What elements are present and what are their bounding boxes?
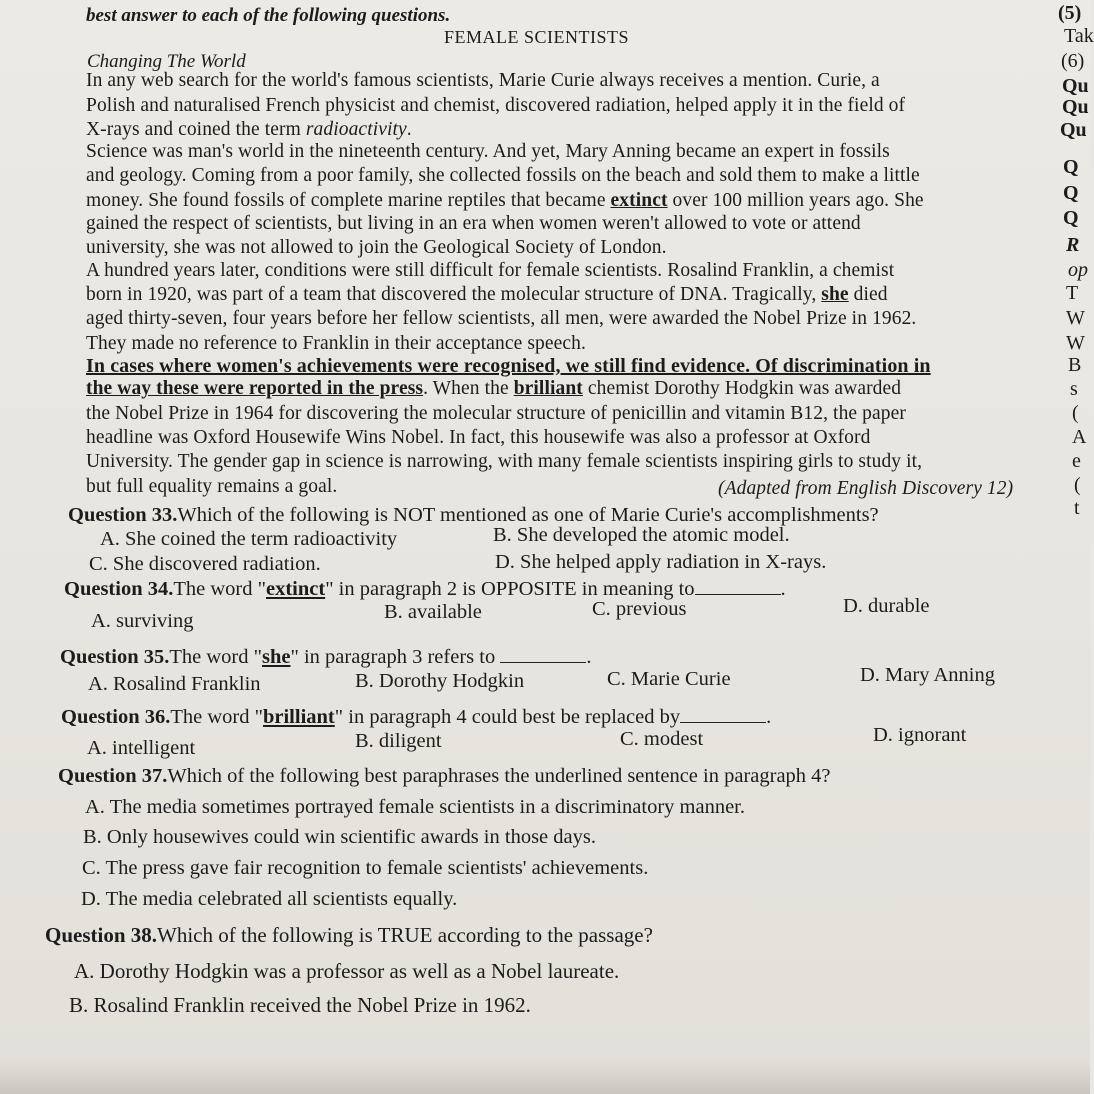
passage-line: In any web search for the world's famous scientists, Marie Curie always receives a mention. Curie, a [86,70,880,91]
passage-title: FEMALE SCIENTISTS [444,27,630,47]
question-text: The word " [170,706,263,728]
italic-term: radioactivity [305,119,407,140]
passage-line: University. The gender gap in science is narrowing, with many female scientists inspiring girls to study it, [86,451,923,472]
question-stem [60,645,591,669]
question-keyword: she [261,646,291,668]
question-number: Question 33. [68,504,178,526]
question-number: Question 35. [60,646,170,668]
passage-line: They made no reference to Franklin in their acceptance speech. [86,333,586,354]
option-c[interactable]: C. modest [620,728,704,750]
passage-line [86,189,924,213]
margin-text: Q [1063,156,1079,178]
question-text: The word " [169,646,262,668]
passage-line: the Nobel Prize in 1964 for discovering the molecular structure of penicillin and vitamin B12, the paper [86,403,906,424]
option-d[interactable]: D. durable [843,595,930,617]
margin-text: Q [1063,182,1079,204]
section-instruction: best answer to each of the following questions. [86,5,451,26]
question-number: Question 37. [58,765,168,787]
option-b[interactable]: B. diligent [355,730,442,752]
question-stem [58,764,831,788]
option-b[interactable]: B. available [384,601,482,623]
margin-text: op [1068,259,1088,281]
margin-text: A [1072,426,1087,448]
margin-text: Qu [1062,75,1089,97]
text-run: chemist Dorothy Hodgkin was awarded [582,378,902,399]
question-text: The word " [173,578,266,600]
option-a[interactable]: A. surviving [91,610,194,632]
margin-text: Tak [1064,25,1094,47]
margin-text: ( [1072,402,1079,424]
passage-subtitle: Changing The World [87,51,246,72]
text-run: X-rays and coined the term [86,119,306,140]
question-text: " in paragraph 3 refers to [290,646,501,668]
margin-text: Qu [1060,119,1087,141]
option-a[interactable]: A. Dorothy Hodgkin was a professor as well as a Nobel laureate. [74,959,620,983]
passage-line [86,283,888,307]
question-number: Question 36. [61,706,171,728]
question-text: " in paragraph 2 is OPPOSITE in meaning to [325,578,695,600]
passage-line [86,377,901,401]
answer-blank[interactable] [680,706,766,723]
passage-line: aged thirty-seven, four years before her fellow scientists, all men, were awarded the Nobel Prize in 1962. [86,308,917,329]
margin-text: Q [1063,207,1079,229]
underlined-word-she: she [821,284,849,305]
text-run: . [406,119,412,140]
answer-blank[interactable] [500,646,586,663]
margin-text: t [1074,497,1080,519]
underlined-word-brilliant: brilliant [513,378,583,399]
margin-text: ( [1074,474,1081,496]
passage-line: Polish and naturalised French physicist and chemist, discovered radiation, helped apply it in the field of [86,95,906,116]
question-text: Which of the following best paraphrases the underlined sentence in paragraph 4? [167,765,831,787]
question-text: . [586,646,592,668]
option-b[interactable]: B. She developed the atomic model. [493,524,790,546]
option-b[interactable]: B. Only housewives could win scientific awards in those days. [83,826,596,848]
underlined-sentence: In cases where women's achievements were recognised, we still find evidence. Of discrimination in [86,355,931,377]
passage-source: (Adapted from English Discovery 12) [718,478,1014,499]
margin-text: (5) [1058,2,1082,24]
option-d[interactable]: D. Mary Anning [860,664,995,686]
passage-line [86,118,412,142]
text-run: over 100 million years ago. She [667,190,924,211]
passage-line: Science was man's world in the nineteenth century. And yet, Mary Anning became an expert in fossils [86,141,890,162]
page-edge-shadow [0,1060,1090,1094]
question-stem [61,705,771,729]
option-c[interactable]: C. She discovered radiation. [89,553,321,575]
margin-text: T [1066,282,1079,304]
option-a[interactable]: A. She coined the term radioactivity [100,528,398,550]
option-d[interactable]: D. She helped apply radiation in X-rays. [495,551,827,573]
option-c[interactable]: C. The press gave fair recognition to female scientists' achievements. [82,857,649,879]
option-b[interactable]: B. Rosalind Franklin received the Nobel Prize in 1962. [69,993,531,1017]
answer-blank[interactable] [695,578,781,595]
passage-line: but full equality remains a goal. [86,476,338,497]
underlined-word-extinct: extinct [610,190,668,211]
text-run: born in 1920, was part of a team that discovered the molecular structure of DNA. Tragically, [86,284,822,305]
option-d[interactable]: D. The media celebrated all scientists equally. [81,888,458,910]
passage-line: university, she was not allowed to join the Geological Society of London. [86,237,667,258]
option-c[interactable]: C. previous [592,598,687,620]
option-b[interactable]: B. Dorothy Hodgkin [355,670,525,692]
question-text: " in paragraph 4 could best be replaced by [334,706,681,728]
question-text: . [780,578,786,600]
margin-text: e [1072,450,1081,472]
passage-line: gained the respect of scientists, but living in an era when women weren't allowed to vote or attend [86,213,861,234]
margin-text: W [1066,307,1085,329]
passage-line: and geology. Coming from a poor family, she collected fossils on the beach and sold them to make a little [86,165,920,186]
option-a[interactable]: A. intelligent [87,737,196,759]
text-run: . When the [423,378,514,399]
underlined-sentence-end: the way these were reported in the press [86,378,424,399]
question-number: Question 34. [64,578,174,600]
option-a[interactable]: A. The media sometimes portrayed female scientists in a discriminatory manner. [85,796,745,818]
margin-text: (6) [1061,50,1085,72]
question-keyword: extinct [265,578,326,600]
margin-text: Qu [1062,96,1089,118]
passage-line: A hundred years later, conditions were still difficult for female scientists. Rosalind Franklin, a chemist [86,260,895,281]
margin-text: s [1070,378,1078,400]
text-run: money. She found fossils of complete marine reptiles that became [86,190,611,211]
question-text: . [766,706,772,728]
passage-line: headline was Oxford Housewife Wins Nobel. In fact, this housewife was also a professor at Oxford [86,427,871,448]
option-c[interactable]: C. Marie Curie [607,668,731,690]
question-stem [45,923,653,947]
margin-text: W [1066,332,1085,354]
option-d[interactable]: D. ignorant [873,724,967,746]
margin-text: R [1066,234,1080,256]
question-text: Which of the following is NOT mentioned as one of Marie Curie's accomplishments? [177,504,879,526]
question-keyword: brilliant [262,706,335,728]
question-text: Which of the following is TRUE according to the passage? [157,923,653,947]
text-run: died [848,284,888,305]
question-number: Question 38. [45,923,158,947]
option-a[interactable]: A. Rosalind Franklin [88,673,261,695]
margin-text: B [1068,354,1082,376]
